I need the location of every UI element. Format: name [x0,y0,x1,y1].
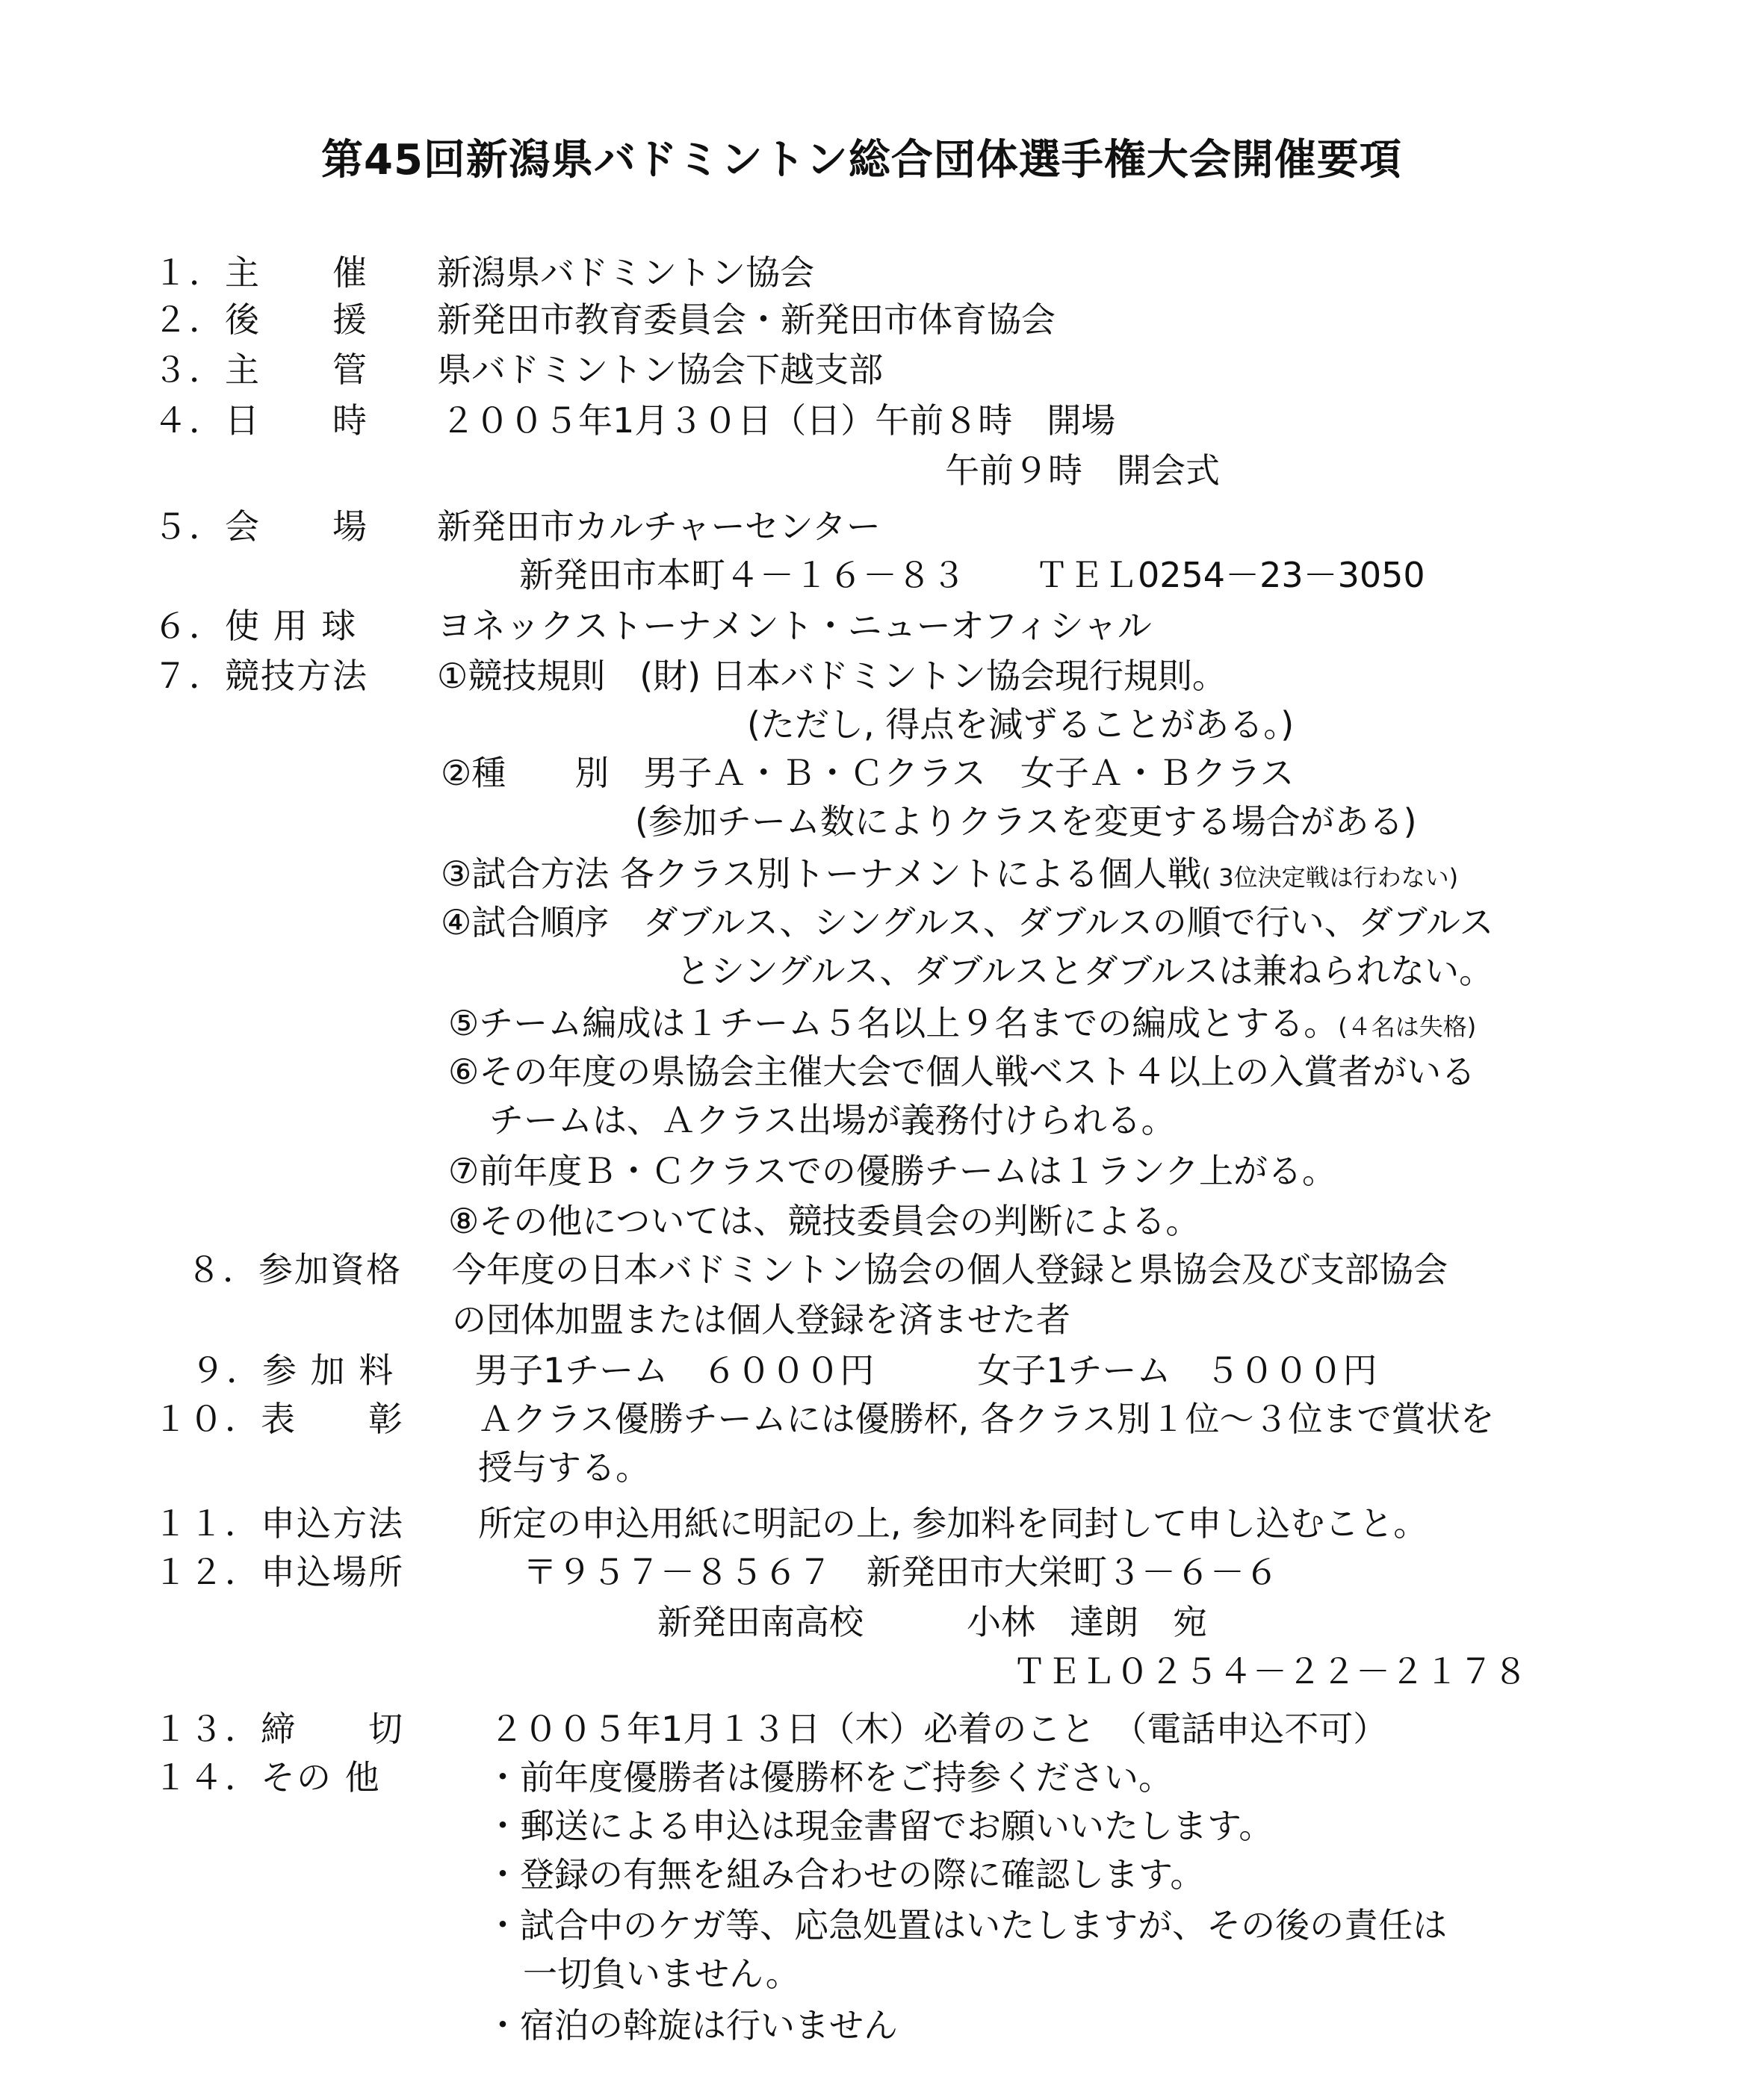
item-13-label: １３．締 切 [153,1709,404,1749]
item-8-eligibility: 今年度の日本バドミントン協会の個人登録と県協会及び支部協会 [452,1249,1448,1290]
item-8-eligibility-cont: の団体加盟または個人登録を済ませた者 [452,1299,1070,1340]
item-7-rule-4-cont: とシングルス、ダブルスとダブルスは兼ねられない。 [676,951,1494,991]
item-9-fee: 男子1チーム ６０００円 女子1チーム ５０００円 [474,1350,1377,1391]
item-7-rule-1-note: (ただし, 得点を減ずることがある。) [747,704,1295,745]
item-5-label: ５．会 場 [153,506,368,547]
item-7-rule-8: ⑧その他については、競技委員会の判断による。 [448,1201,1200,1241]
item-2-sponsors: 新発田市教育委員会・新発田市体育協会 [437,299,1056,340]
item-7-rule-6: ⑥その年度の県協会主催大会で個人戦ベスト４以上の入賞者がいる [448,1051,1476,1092]
item-7-rule-5 [448,1001,1476,1046]
item-7-rule-1: ①競技規則 (財) 日本バドミントン協会現行規則。 [437,656,1227,696]
item-12-phone: ＴＥＬ０２５４－２２－２１７８ [1012,1651,1528,1692]
item-7-rule-7: ⑦前年度Ｂ・Ｃクラスでの優勝チームは１ランク上がる。 [448,1151,1336,1191]
item-10-label: １０．表 彰 [153,1399,404,1439]
item-14-note-3: ・登録の有無を組み合わせの際に確認します。 [486,1854,1205,1895]
item-7-rule-3-note: ( 3位決定戦は行わない) [1201,863,1459,892]
item-7-rule-4: ④試合順序 ダブルス、シングルス、ダブルスの順で行い、ダブルス [441,902,1494,942]
item-4-date-open: ２００５年1月３０日（日）午前８時 開場 [441,400,1116,441]
item-12-recipient: 新発田南高校 小林 達朗 宛 [657,1602,1207,1642]
item-12-label: １２．申込場所 [153,1552,404,1592]
item-14-note-4: ・試合中のケガ等、応急処置はいたしますが、その後の責任は [486,1905,1448,1945]
item-7-label: ７．競技方法 [153,656,368,696]
item-7-rule-2: ②種 別 男子Ａ・Ｂ・Ｃクラス 女子Ａ・Ｂクラス [441,753,1295,793]
item-6-label: ６．使 用 球 [153,606,358,646]
item-4-opening-ceremony: 午前９時 開会式 [945,450,1220,491]
item-14-note-2: ・郵送による申込は現金書留でお願いいたします。 [486,1806,1274,1846]
item-3-label: ３．主 管 [153,350,368,390]
item-13-deadline: ２００５年1月１３日（木）必着のこと （電話申込不可） [489,1709,1388,1749]
item-5-address: 新発田市本町４－１６－８３ ＴＥＬ0254－23－3050 [519,555,1425,595]
item-8-label: ８．参加資格 [187,1249,402,1290]
item-7-rule-2-note: (参加チーム数によりクラスを変更する場合がある) [635,801,1417,842]
item-2-label: ２．後 援 [153,299,368,340]
document-title: 第45回新潟県バドミントン総合団体選手権大会開催要項 [321,136,1402,184]
item-14-label: １４．その 他 [153,1757,381,1798]
item-14-note-5: ・宿泊の斡旋は行いません [486,2005,898,2045]
item-12-postal-address: 〒９５７－８５６７ 新発田市大栄町３－６－６ [523,1552,1279,1592]
item-14-note-1: ・前年度優勝者は優勝杯をご持参ください。 [486,1757,1173,1798]
item-3-host: 県バドミントン協会下越支部 [437,350,884,390]
item-7-rule-5-note: (４名は失格) [1338,1013,1477,1041]
item-1-label: １．主 催 [153,252,368,293]
item-4-label: ４．日 時 [153,400,368,441]
item-7-rule-5-text: ⑤チーム編成は１チーム５名以上９名までの編成とする。 [448,1003,1339,1043]
item-10-awards: Ａクラス優勝チームには優勝杯, 各クラス別１位～３位まで賞状を [478,1399,1495,1439]
item-7-rule-6-cont: チームは、Ａクラス出場が義務付けられる。 [489,1100,1176,1140]
item-7-rule-3-text: ③試合方法 各クラス別トーナメントによる個人戦 [441,854,1202,894]
item-11-method: 所定の申込用紙に明記の上, 参加料を同封して申し込むこと。 [478,1503,1428,1544]
item-1-organizer: 新潟県バドミントン協会 [437,252,815,293]
item-9-label: ９．参 加 料 [190,1350,395,1391]
item-5-venue: 新発田市カルチャーセンター [437,506,881,547]
item-7-rule-3 [441,851,1458,896]
item-6-shuttlecock: ヨネックストーナメント・ニューオフィシャル [437,606,1152,646]
item-11-label: １１．申込方法 [153,1503,404,1544]
item-10-awards-cont: 授与する。 [478,1447,650,1488]
item-14-note-4-cont: 一切負いません。 [523,1954,800,1994]
